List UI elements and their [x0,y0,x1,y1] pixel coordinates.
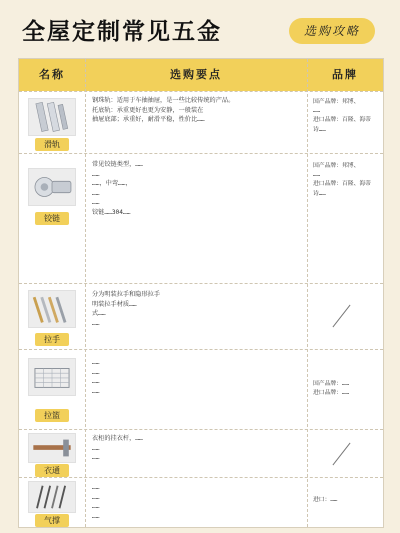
handle-icon [28,290,76,328]
item-label: 滑轨 [35,138,69,151]
basket-icon [28,358,76,396]
table-row [19,349,383,429]
brand-cell: 国产品牌：…… 进口品牌：…… [313,381,349,397]
item-label: 气撑 [35,514,69,527]
table-row [19,153,383,283]
item-label: 拉手 [35,333,69,346]
guide-badge: 选购攻略 [289,18,375,44]
name-cell [19,350,85,429]
hardware-table [18,58,384,528]
name-cell [19,92,85,153]
name-cell [19,154,85,283]
tips-cell: …… …… …… …… [92,484,100,520]
brand-cell: 国产品牌：邦博、 …… 进口品牌：百隆、海蒂 诗…… [313,163,371,197]
table-header [19,59,383,91]
name-cell [19,478,85,527]
wardrobe-rod-icon [28,433,76,463]
brand-cell: 进口：…… [313,497,338,503]
name-cell [19,430,85,477]
item-label: 衣通 [35,464,69,477]
column-header-name: 名称 [39,68,65,81]
header [0,0,400,58]
item-label: 铰链 [35,212,69,225]
brand-cell: 国产品牌：邦博、 …… 进口品牌：百隆、海蒂 诗…… [313,99,371,133]
tips-cell: …… …… …… …… [92,359,100,395]
gas-strut-icon [28,481,76,513]
hinge-icon [28,168,76,206]
table-row [19,477,383,527]
column-header-tips: 选购要点 [170,68,222,81]
empty-brand-slash [332,443,350,466]
item-label: 拉篮 [35,409,69,422]
table-row [19,91,383,153]
name-cell [19,284,85,349]
tips-cell: 常见铰链类型，…… …… ……，中弯……， …… …… 铰链……304…… [92,161,143,216]
table-row [19,283,383,349]
empty-brand-slash [332,305,350,328]
slide-rail-icon [28,98,76,136]
tips-cell: 分为明装拉手和隐形拉手 明装拉手材质…… 式…… …… [92,291,161,327]
page-title: 全屋定制常见五金 [22,19,222,45]
column-header-brand: 品牌 [332,68,358,81]
table-row [19,429,383,477]
tips-cell: 衣柜的挂衣杆，…… …… …… [92,435,143,462]
tips-cell: 钢珠轨：适用于车抽抽屉，是一些比较传统的产品。 托底轨：承重更好也更为安静，一般装在 抽屉底部；承重好，耐滑平稳，性价比…… [92,97,235,124]
